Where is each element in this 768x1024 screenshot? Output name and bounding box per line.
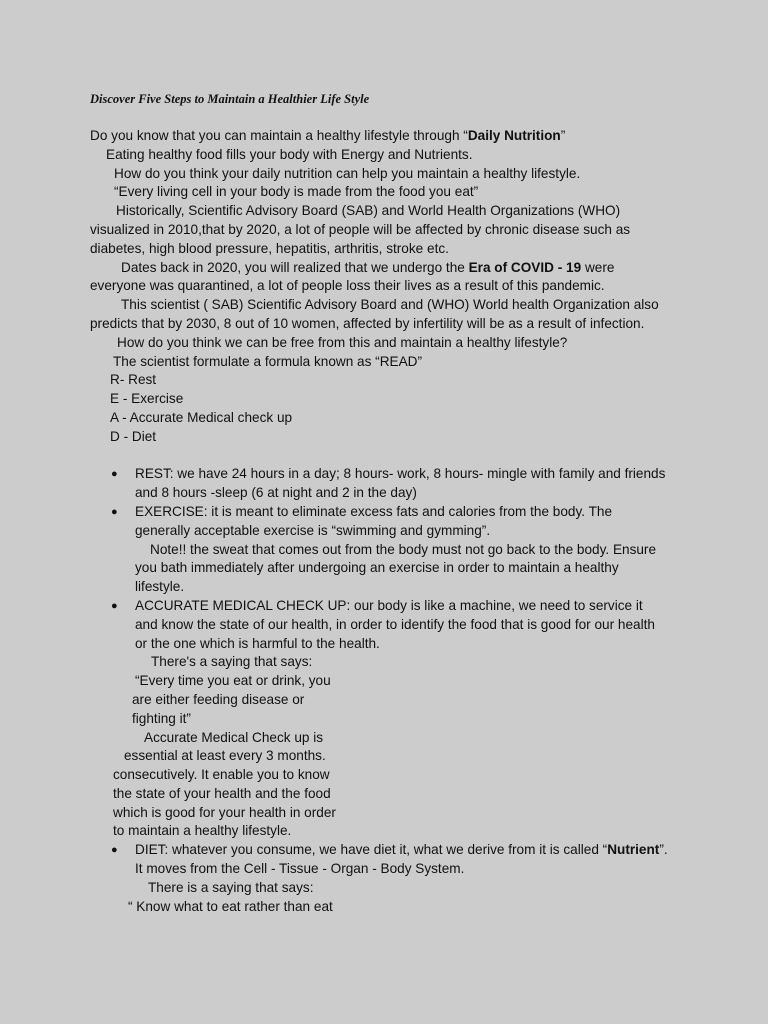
text-run: the state of your health and the food	[113, 785, 331, 801]
text-run: How do you think your daily nutrition can help you maintain a healthy lifestyle.	[114, 165, 581, 181]
text-run: The scientist formulate a formula known as “READ”	[113, 353, 422, 369]
document-body	[90, 127, 690, 916]
paragraph-line	[90, 559, 690, 578]
text-run: to maintain a healthy lifestyle.	[113, 823, 292, 839]
text-run: you bath immediately after undergoing an exercise in order to maintain a healthy	[135, 560, 619, 576]
text-run: D - Diet	[110, 428, 157, 444]
text-run: A - Accurate Medical check up	[110, 409, 293, 425]
text-run: “Every living cell in your body is made from the food you eat”	[114, 184, 479, 200]
text-run: consecutively. It enable you to know	[113, 767, 330, 783]
text-run: DIET: whatever you consume, we have diet it, what we derive from it is called “	[135, 842, 608, 858]
paragraph-line	[90, 766, 690, 785]
paragraph-line	[90, 146, 690, 165]
bullet-item-line	[90, 465, 690, 484]
text-run: Do you know that you can maintain a healthy lifestyle through “	[90, 128, 468, 143]
text-run: are either feeding disease or	[132, 691, 305, 707]
paragraph-line	[90, 428, 690, 447]
text-run: and know the state of our health, in order to identify the food that is good for our health	[135, 616, 655, 632]
text-run: ACCURATE MEDICAL CHECK UP: our body is like a machine, we need to service it	[135, 597, 643, 613]
text-run: Note!! the sweat that comes out from the body must not go back to the body. Ensure	[150, 541, 657, 557]
paragraph-line	[90, 183, 690, 202]
paragraph-line	[90, 785, 690, 804]
paragraph-line	[90, 729, 690, 748]
paragraph-line	[90, 860, 690, 879]
paragraph-line	[90, 259, 690, 278]
text-run: “ Know what to eat rather than eat	[128, 898, 333, 914]
text-run: or the one which is harmful to the health.	[135, 635, 380, 651]
paragraph-line	[90, 822, 690, 841]
bullet-icon: ●	[111, 505, 118, 518]
paragraph-line	[90, 672, 690, 691]
text-run: which is good for your health in order	[113, 804, 336, 820]
text-run: ”.	[659, 842, 668, 858]
text-run: There is a saying that says:	[148, 879, 314, 895]
text-run: lifestyle.	[135, 579, 185, 595]
document-title: Discover Five Steps to Maintain a Healthier Life Style	[90, 92, 370, 106]
text-run: generally acceptable exercise is “swimming and gymming”.	[135, 522, 491, 538]
text-run: Eating healthy food fills your body with Energy and Nutrients.	[106, 146, 473, 162]
bold-text-run: Nutrient	[607, 842, 660, 858]
text-run: It moves from the Cell - Tissue - Organ - Body System.	[135, 861, 465, 877]
bold-text-run: Era of COVID - 19	[468, 259, 582, 275]
paragraph-line	[90, 898, 690, 917]
text-run: fighting it”	[132, 710, 191, 726]
text-run: “Every time you eat or drink, you	[135, 673, 331, 689]
paragraph-line	[90, 371, 690, 390]
bullet-icon: ●	[111, 468, 118, 481]
bullet-item-line	[90, 597, 690, 616]
text-run: REST: we have 24 hours in a day; 8 hours- work, 8 hours- mingle with family and friends	[135, 466, 666, 482]
text-run: Accurate Medical Check up is	[144, 729, 324, 745]
paragraph-line	[90, 221, 690, 240]
paragraph-line	[90, 202, 690, 221]
text-run: There's a saying that says:	[151, 654, 313, 670]
text-run: Dates back in 2020, you will realized that we undergo the	[121, 259, 469, 275]
paragraph-line	[90, 315, 690, 334]
paragraph-line	[90, 165, 690, 184]
bullet-item-line	[90, 841, 690, 860]
text-run: ”	[560, 128, 566, 143]
text-run: R- Rest	[110, 372, 157, 388]
paragraph-line	[90, 635, 690, 654]
text-run: everyone was quarantined, a lot of people loss their lives as a result of this pandemic.	[90, 278, 605, 294]
paragraph-line	[90, 484, 690, 503]
paragraph-line	[90, 616, 690, 635]
paragraph-line	[90, 277, 690, 296]
bullet-icon: ●	[111, 844, 118, 857]
bold-text-run: Daily Nutrition	[467, 128, 561, 143]
text-run: How do you think we can be free from this and maintain a healthy lifestyle?	[117, 334, 568, 350]
bullet-item-line	[90, 503, 690, 522]
text-run: This scientist ( SAB) Scientific Advisory Board and (WHO) World health Organization also	[121, 297, 659, 313]
paragraph-line	[90, 240, 690, 259]
paragraph-line	[90, 353, 690, 372]
paragraph-line	[90, 879, 690, 898]
text-run: E - Exercise	[110, 391, 184, 407]
text-run: diabetes, high blood pressure, hepatitis, arthritis, stroke etc.	[90, 240, 449, 256]
paragraph-line	[90, 747, 690, 766]
text-run: were	[581, 259, 615, 275]
paragraph-line	[90, 541, 690, 560]
paragraph-line	[90, 409, 690, 428]
text-run: and 8 hours -sleep (6 at night and 2 in the day)	[135, 485, 417, 501]
paragraph-line	[90, 127, 690, 146]
paragraph-line	[90, 710, 690, 729]
blank-line	[90, 447, 690, 466]
bullet-icon: ●	[111, 599, 118, 612]
paragraph-line	[90, 296, 690, 315]
text-run: predicts that by 2030, 8 out of 10 women, affected by infertility will be as a result of infection.	[90, 315, 645, 331]
paragraph-line	[90, 653, 690, 672]
text-run: essential at least every 3 months.	[124, 748, 326, 764]
paragraph-line	[90, 522, 690, 541]
paragraph-line	[90, 691, 690, 710]
paragraph-line	[90, 390, 690, 409]
text-run: EXERCISE: it is meant to eliminate excess fats and calories from the body. The	[135, 503, 613, 519]
text-run: Historically, Scientific Advisory Board (SAB) and World Health Organizations (WHO)	[116, 203, 621, 219]
paragraph-line	[90, 804, 690, 823]
paragraph-line	[90, 578, 690, 597]
paragraph-line	[90, 334, 690, 353]
text-run: visualized in 2010,that by 2020, a lot of people will be affected by chronic disease such as	[90, 221, 631, 237]
